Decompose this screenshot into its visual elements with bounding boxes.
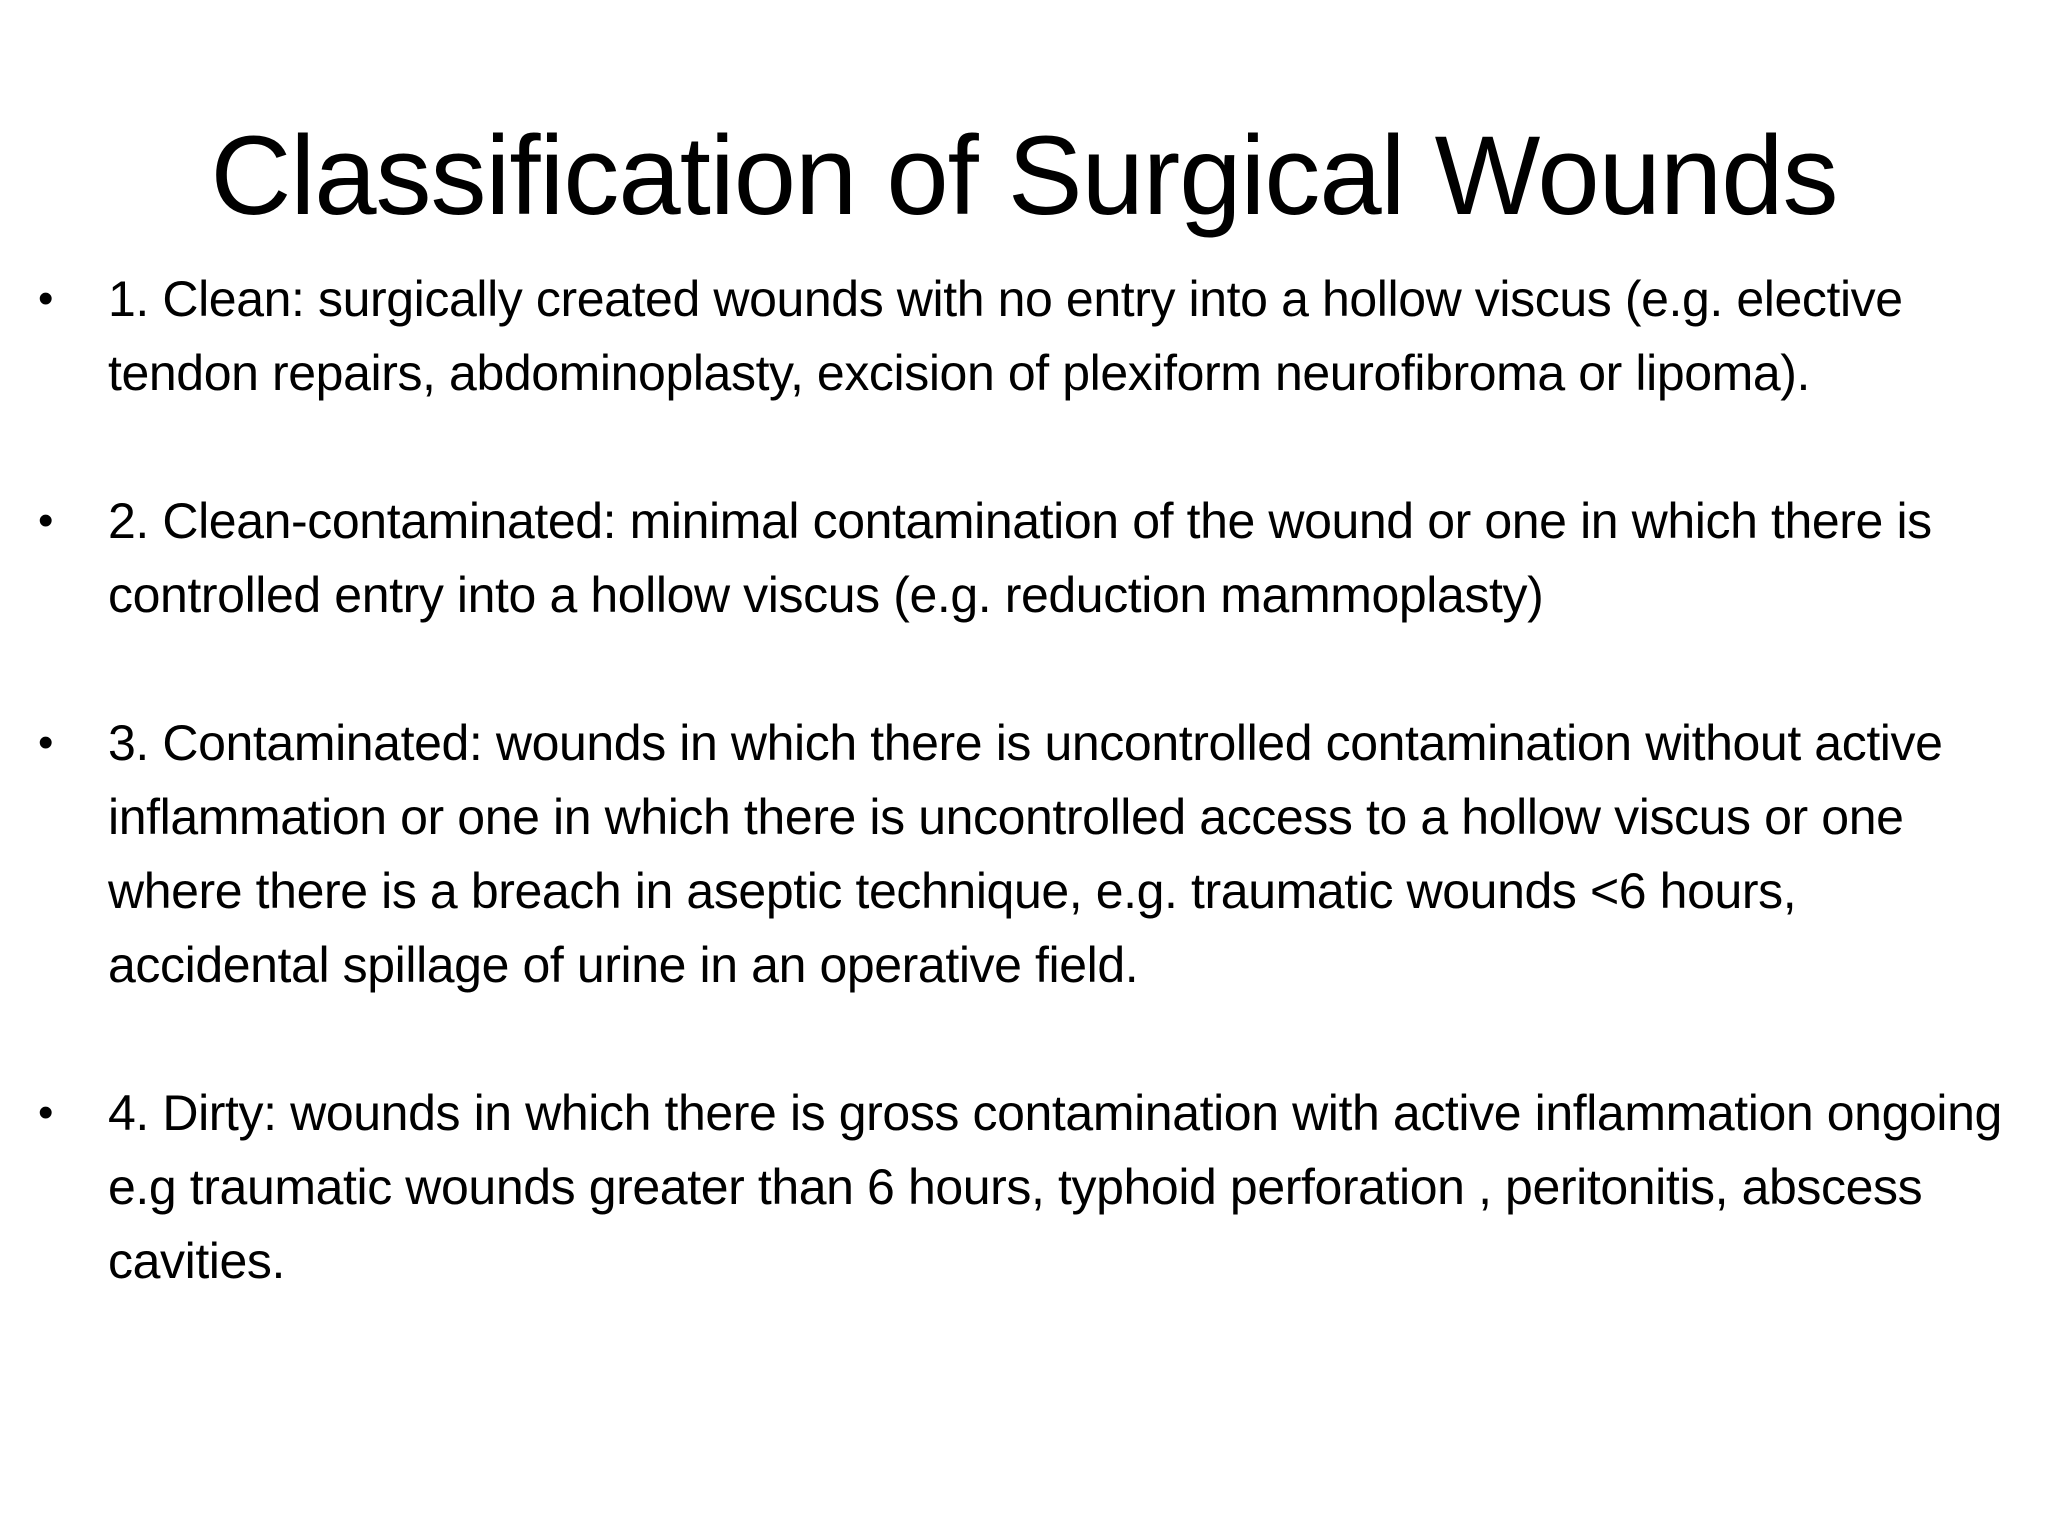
bullet-dot-icon: • (38, 1088, 54, 1137)
bullet-text: 1. Clean: surgically created wounds with no entry into a hollow viscus (e.g. elective tendon repairs, abdominoplasty, excision of plexiform neurofibroma or lipoma). (108, 271, 1903, 401)
bullet-text: 3. Contaminated: wounds in which there is uncontrolled contamination without active inflammation or one in which there is uncontrolled access to a hollow viscus or one where there is a breach in aseptic technique, e.g. traumatic wounds <6 hours, accidental spillage of urine in an operative field. (108, 715, 1943, 993)
bullet-text: 2. Clean-contaminated: minimal contamination of the wound or one in which there is controlled entry into a hollow viscus (e.g. reduction mammoplasty) (108, 493, 1932, 623)
bullet-dot-icon: • (38, 496, 54, 545)
bullet-list (38, 262, 2023, 1298)
bullet-item-dirty (38, 1076, 2023, 1298)
bullet-item-clean (38, 262, 2023, 410)
bullet-dot-icon: • (38, 274, 54, 323)
bullet-item-clean-contaminated (38, 484, 2023, 632)
bullet-dot-icon: • (38, 718, 54, 767)
bullet-text: 4. Dirty: wounds in which there is gross contamination with active inflammation ongoing e.g traumatic wounds greater than 6 hours, typhoid perforation , peritonitis, abscess cavities. (108, 1085, 2002, 1289)
slide-title: Classification of Surgical Wounds (210, 113, 1838, 238)
bullet-item-contaminated (38, 706, 2023, 1002)
